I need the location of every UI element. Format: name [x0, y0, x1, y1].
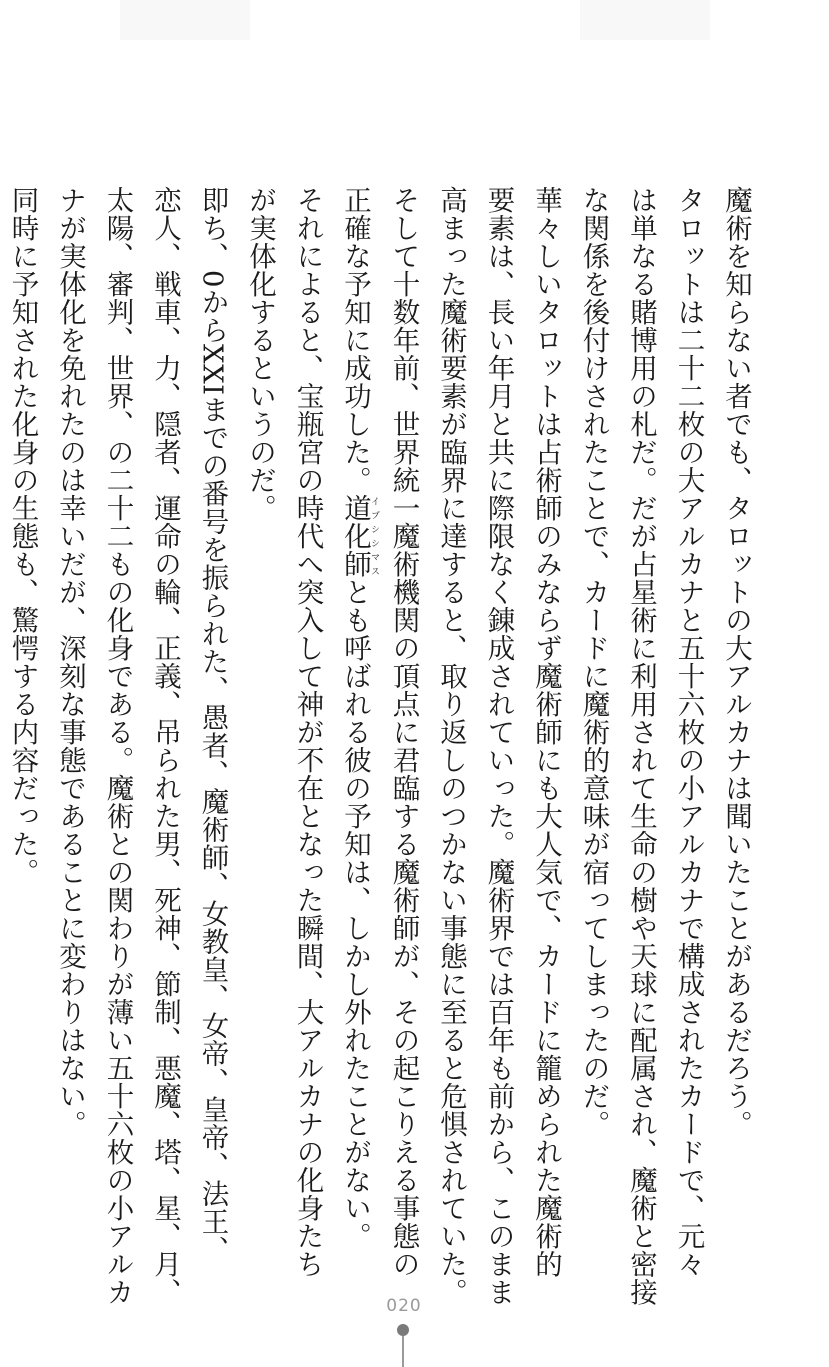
text-line: 魔術を知らない者でも、タロットの大アルカナは聞いたことがあるだろう。 [720, 186, 752, 1138]
page-marker-dot-icon [397, 1324, 409, 1336]
text-line: 高まった魔術要素が臨界に達すると、取り返しのつかない事態に至ると危惧されていた。 [435, 186, 467, 1306]
page-number: 020 [386, 1296, 422, 1316]
header-smudge-right [580, 0, 710, 40]
text-line: タロットは二十二枚の大アルカナと五十六枚の小アルカナで構成されたカードで、元々 [672, 186, 705, 1278]
text-line: は単なる賭博用の札だ。だが占星術に利用されて生命の樹や天球に配属され、魔術と密接 [625, 186, 657, 1306]
ruby-term: 道化師イブシシマス [339, 494, 379, 578]
header-smudge-left [120, 0, 250, 40]
ruby-reading: イブシシマス [369, 494, 379, 578]
text-line: 要素は、長い年月と共に際限なく錬成されていった。魔術界では百年も前から、このまま [482, 186, 515, 1306]
text-line: 正確な予知に成功した。道化師イブシシマスとも呼ばれる彼の予知は、しかし外れたことがない。 [339, 186, 379, 1250]
text-line: 恋人、戦車、力、隠者、運命の輪、正義、吊られた男、死神、節制、悪魔、塔、星、月、 [149, 186, 181, 1306]
text-line: それによると、宝瓶宮の時代へ突入して神が不在となった瞬間、大アルカナの化身たち [291, 186, 324, 1278]
text-line: 華々しいタロットは占術師のみならず魔術師にも大人気で、カードに籠められた魔術的 [530, 186, 562, 1278]
text-line: ナが実体化を免れたのは幸いだが、深刻な事態であることに変わりはない。 [54, 186, 86, 1138]
page-marker-line [402, 1336, 404, 1367]
text-line: な関係を後付けされたことで、カードに魔術的意味が宿ってしまったのだ。 [577, 186, 610, 1138]
text-line: 太陽、審判、世界、の二十二もの化身である。魔術との関わりが薄い五十六枚の小アルカ [101, 186, 134, 1306]
text-line: そして十数年前、世界統一魔術機関の頂点に君臨する魔術師が、その起こりえる事態の [387, 186, 420, 1278]
text-line: 同時に予知された化身の生態も、驚愕する内容だった。 [6, 186, 39, 886]
text-line: が実体化するというのだ。 [244, 186, 276, 522]
text-line: 即ち、0からXXIまでの番号を振られた、愚者、魔術師、女教皇、女帝、皇帝、法王、 [196, 186, 229, 1264]
